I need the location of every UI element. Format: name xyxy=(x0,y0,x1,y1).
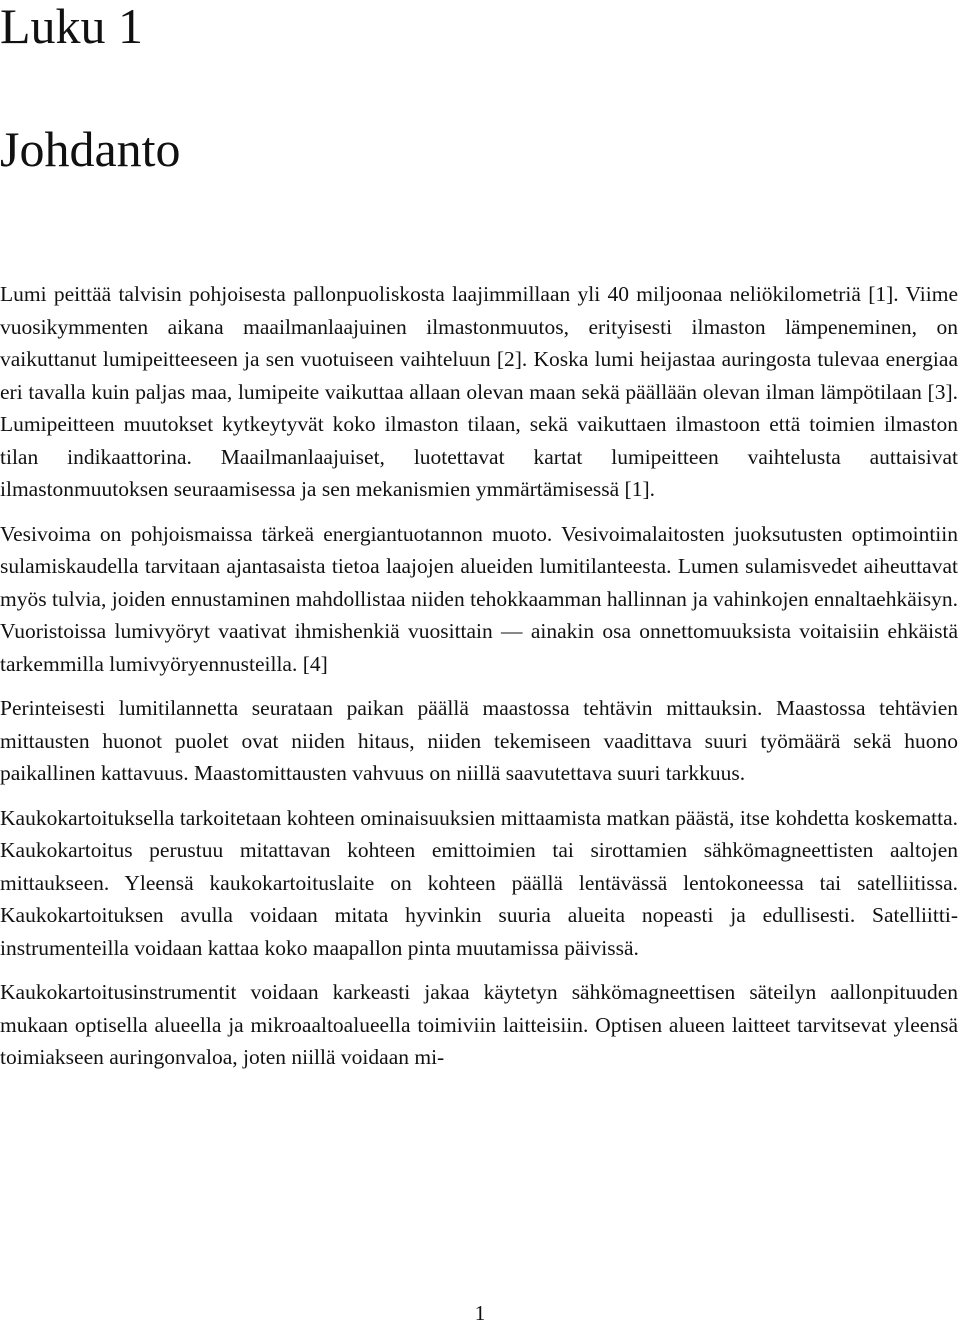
body-text xyxy=(0,278,958,1086)
paragraph-instruments: Kaukokartoitusinstrumentit voidaan karkeasti jakaa käytetyn sähkömagneettisen säteilyn aallonpituuden mukaan optisella alueella ja mikroaaltoalueella toimiviin laitteisiin. Optisen alueen laitteet tarvitsevat yleensä toimiakseen auringonvaloa, joten niillä voidaan mi- xyxy=(0,980,958,1069)
paragraph-hydropower: Vesivoima on pohjoismaissa tärkeä energiantuotannon muoto. Vesivoimalaitosten juoksutusten optimointiin sulamiskaudella tarvitaan ajantasaista tietoa laajojen alueiden lumitilanteesta. Lumen sulamisvedet aiheuttavat myös tulvia, joiden ennustaminen mahdollistaa niiden tehokkaamman hallinnan ja vahinkojen ennaltaehkäisyn. Vuoristoissa lumivyöryt vaativat ihmishenkiä vuosittain — ainakin osa onnettomuuksista voitaisiin ehkäistä tarkemmilla lumivyöryennusteilla. [4] xyxy=(0,521,958,676)
paragraph-field-measurements: Perinteisesti lumitilannetta seurataan paikan päällä maastossa tehtävin mittauksin. Maastossa tehtävien mittausten huonot puolet ovat niiden hitaus, niiden tekemiseen vaadittava suuri työmäärä sekä huono paikallinen kattavuus. Maastomittausten vahvuus on niillä saavutettava suuri tarkkuus. xyxy=(0,696,958,785)
paragraph-remote-sensing: Kaukokartoituksella tarkoitetaan kohteen ominaisuuksien mittaamista matkan päästä, itse kohdetta koskematta. Kaukokartoitus perustuu mitattavan kohteen emittoimien tai sirottamien sähkömagneettisten aaltojen mittaukseen. Yleensä kaukokartoituslaite on kohteen päällä lentävässä lentokoneessa tai satelliitissa. Kaukokartoituksen avulla voidaan mitata hyvinkin suuria alueita nopeasti ja edullisesti. Satelliitti-instrumenteilla voidaan kattaa koko maapallon pinta muutamissa päivissä. xyxy=(0,805,958,960)
chapter-title: Johdanto xyxy=(0,121,181,177)
paragraph-snow-cover-climate: Lumi peittää talvisin pohjoisesta pallonpuoliskosta laajimmillaan yli 40 miljoonaa neliökilometriä [1]. Viime vuosikymmenten aikana maailmanlaajuinen ilmastonmuutos, erityisesti ilmaston lämpeneminen, on vaikuttanut lumipeitteeseen ja sen vuotuiseen vaihteluun [2]. Koska lumi heijastaa auringosta tulevaa energiaa eri tavalla kuin paljas maa, lumipeite vaikuttaa allaan olevan maan sekä päällään olevan ilman lämpötilaan [3]. Lumipeitteen muutokset kytkeytyvät koko ilmaston tilaan, sekä vaikuttaen ilmastoon että toimien ilmaston tilan indikaattorina. Maailmanlaajuiset, luotettavat kartat lumipeitteen vaihtelusta auttaisivat ilmastonmuutoksen seuraamisessa ja sen mekanismien ymmärtämisessä [1]. xyxy=(0,282,958,501)
page-number: 1 xyxy=(474,1301,486,1325)
chapter-number: Luku 1 xyxy=(0,0,144,54)
